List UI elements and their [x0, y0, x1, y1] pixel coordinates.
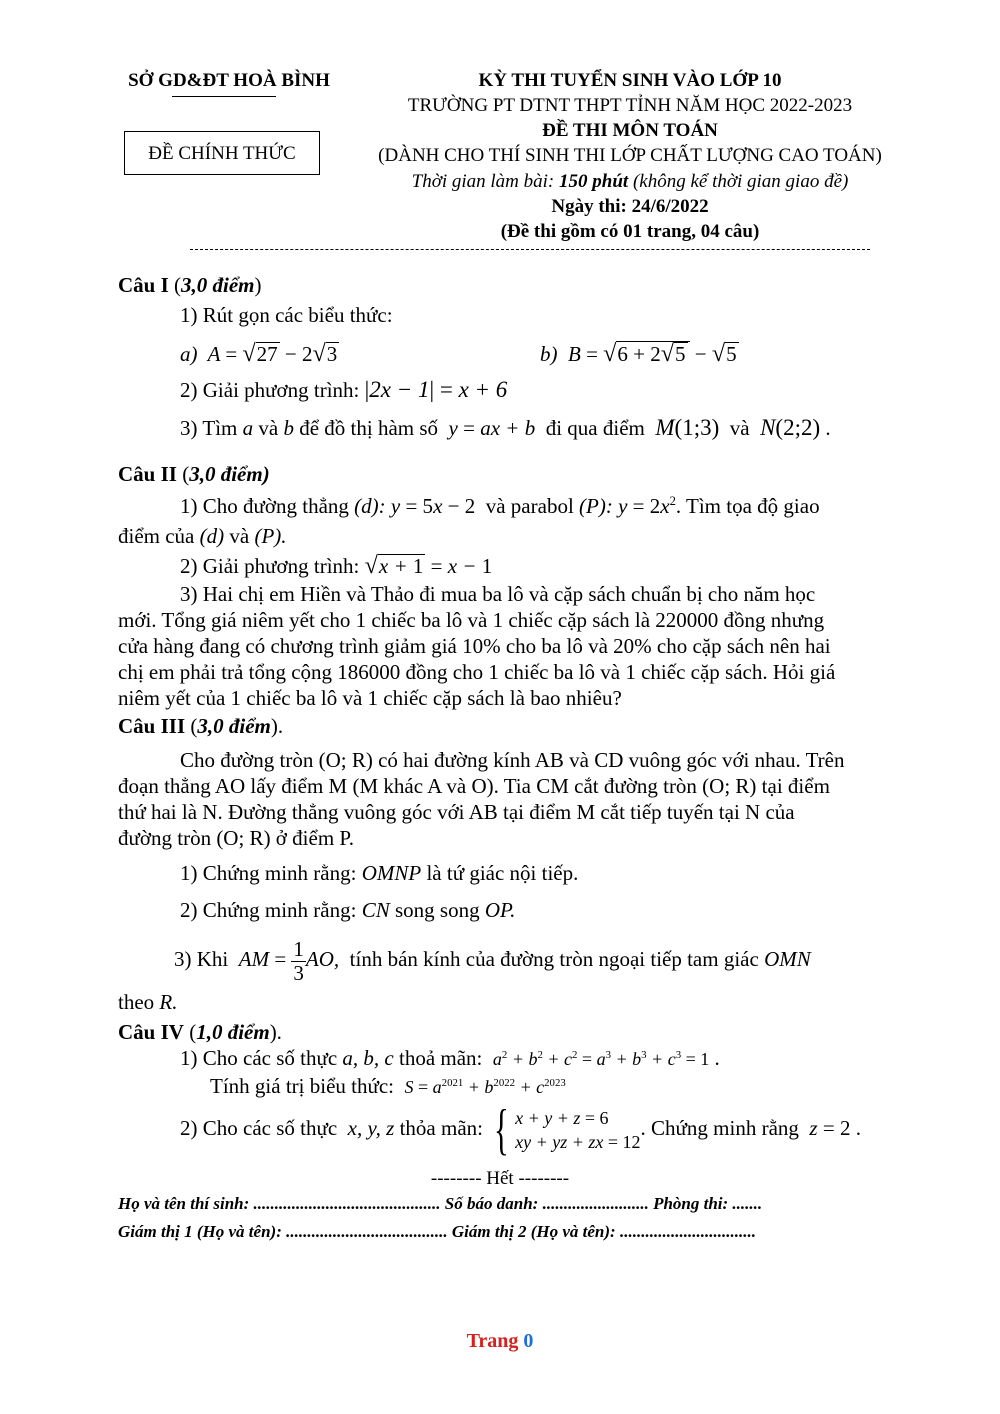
end-mark: -------- Hết --------: [430, 1168, 570, 1189]
q2-part3-line1: 3) Hai chị em Hiền và Thảo đi mua ba lô và cặp sách chuẩn bị cho năm học: [180, 582, 816, 606]
q3-intro-line4: đường tròn (O; R) ở điểm P.: [118, 826, 355, 850]
subject-title: ĐỀ THI MÔN TOÁN: [542, 120, 718, 141]
q2-part2: 2) Giải phương trình: √x + 1 = x − 1: [180, 552, 493, 579]
q2-part3-line4: chị em phải trả tổng cộng 186000 đồng cho 1 chiếc ba lô và 1 chiếc cặp sách. Hỏi giá: [118, 660, 836, 684]
q3-intro-line2: đoạn thẳng AO lấy điểm M (M khác A và O). Tia CM cắt đường tròn (O; R) tại điểm: [118, 774, 830, 798]
q3-part2: 2) Chứng minh rằng: CN song song OP.: [180, 898, 516, 922]
department-name: SỞ GD&ĐT HOÀ BÌNH: [128, 70, 330, 91]
q1-heading: Câu I (3,0 điểm): [118, 273, 262, 297]
exam-title: KỲ THI TUYỂN SINH VÀO LỚP 10: [478, 70, 782, 91]
q4-part1: 1) Cho các số thực a, b, c thoả mãn: $a^2 + b^2 + c^2 = a^3 + b^3 + c^3 = 1$ .: [180, 1046, 720, 1070]
q1-part3: 3) Tìm a và b để đồ thị hàm số y = ax + b đi qua điểm M(1;3) và N(2;2) .: [180, 415, 831, 440]
q2-part1: 1) Cho đường thẳng (d): y = 5x − 2 và parabol (P): $y = 2x^2$. Tìm tọa độ giao: [180, 494, 820, 518]
q2-part3-line5: niêm yết của 1 chiếc ba lô và 1 chiếc cặp sách là bao nhiêu?: [118, 686, 622, 710]
q3-heading: Câu III (3,0 điểm).: [118, 714, 284, 738]
q3-intro-line3: thứ hai là N. Đường thẳng vuông góc với AB tại điểm M cắt tiếp tuyến tại N của: [118, 800, 795, 824]
exam-date: Ngày thi: 24/6/2022: [551, 196, 709, 217]
official-label: ĐỀ CHÍNH THỨC: [124, 131, 320, 175]
header-separator: [190, 249, 870, 250]
q1-part1: 1) Rút gọn các biểu thức:: [180, 303, 393, 327]
q4-heading: Câu IV (1,0 điểm).: [118, 1020, 282, 1044]
q3-part3: 3) Khi AM = $\frac{1}{3}$ AO, tính bán kính của đường tròn ngoại tiếp tam giác OMN: [174, 936, 811, 985]
q3-part3-line2: theo R.: [118, 990, 178, 1014]
school-line: TRƯỜNG PT DTNT THPT TỈNH NĂM HỌC 2022-2023: [407, 95, 853, 116]
q1-expr-b: b) B = √6 + 2√5 − √5: [540, 340, 737, 367]
audience-line: (DÀNH CHO THÍ SINH THI LỚP CHẤT LƯỢNG CAO TOÁN): [378, 145, 882, 166]
q2-part3-line3: cửa hàng đang có chương trình giảm giá 10% cho ba lô và 20% cho cặp sách nên hai: [118, 634, 831, 658]
q4-part2: 2) Cho các số thực x, y, z thỏa mãn: { x + y + z = 6 xy + yz + zx = 12 . Chứng minh rằng z = 2 .: [180, 1099, 861, 1162]
q1-part2: 2) Giải phương trình: |2x − 1| = x + 6: [180, 377, 508, 402]
q4-part1-expr: Tính giá trị biểu thức: $S = a^{2021} + b^{2022} + c^{2023}$: [210, 1074, 566, 1098]
header-underline: [172, 96, 276, 97]
page-number: Trang 0: [466, 1330, 534, 1352]
q2-part1-line2: điểm của (d) và (P).: [118, 524, 287, 548]
q2-part3-line2: mới. Tổng giá niêm yết cho 1 chiếc ba lô và 1 chiếc cặp sách là 220000 đồng nhưng: [118, 608, 825, 632]
candidate-info-line: Họ và tên thí sinh: ............................................ Số báo danh: ......................... Phòng thi: .......: [118, 1194, 763, 1213]
q3-part1: 1) Chứng minh rằng: OMNP là tứ giác nội tiếp.: [180, 861, 579, 885]
q2-heading: Câu II (3,0 điểm): [118, 462, 270, 486]
proctor-info-line: Giám thị 1 (Họ và tên): ...................................... Giám thị 2 (Họ và tên): ................................: [118, 1222, 756, 1241]
exam-composition: (Đề thi gồm có 01 trang, 04 câu): [500, 221, 760, 242]
q1-expr-a: a) A = √27 − 2√3: [180, 340, 338, 367]
q3-intro-line1: Cho đường tròn (O; R) có hai đường kính AB và CD vuông góc với nhau. Trên: [180, 748, 845, 772]
time-line: Thời gian làm bài: 150 phút (không kể thời gian giao đề): [411, 171, 849, 192]
